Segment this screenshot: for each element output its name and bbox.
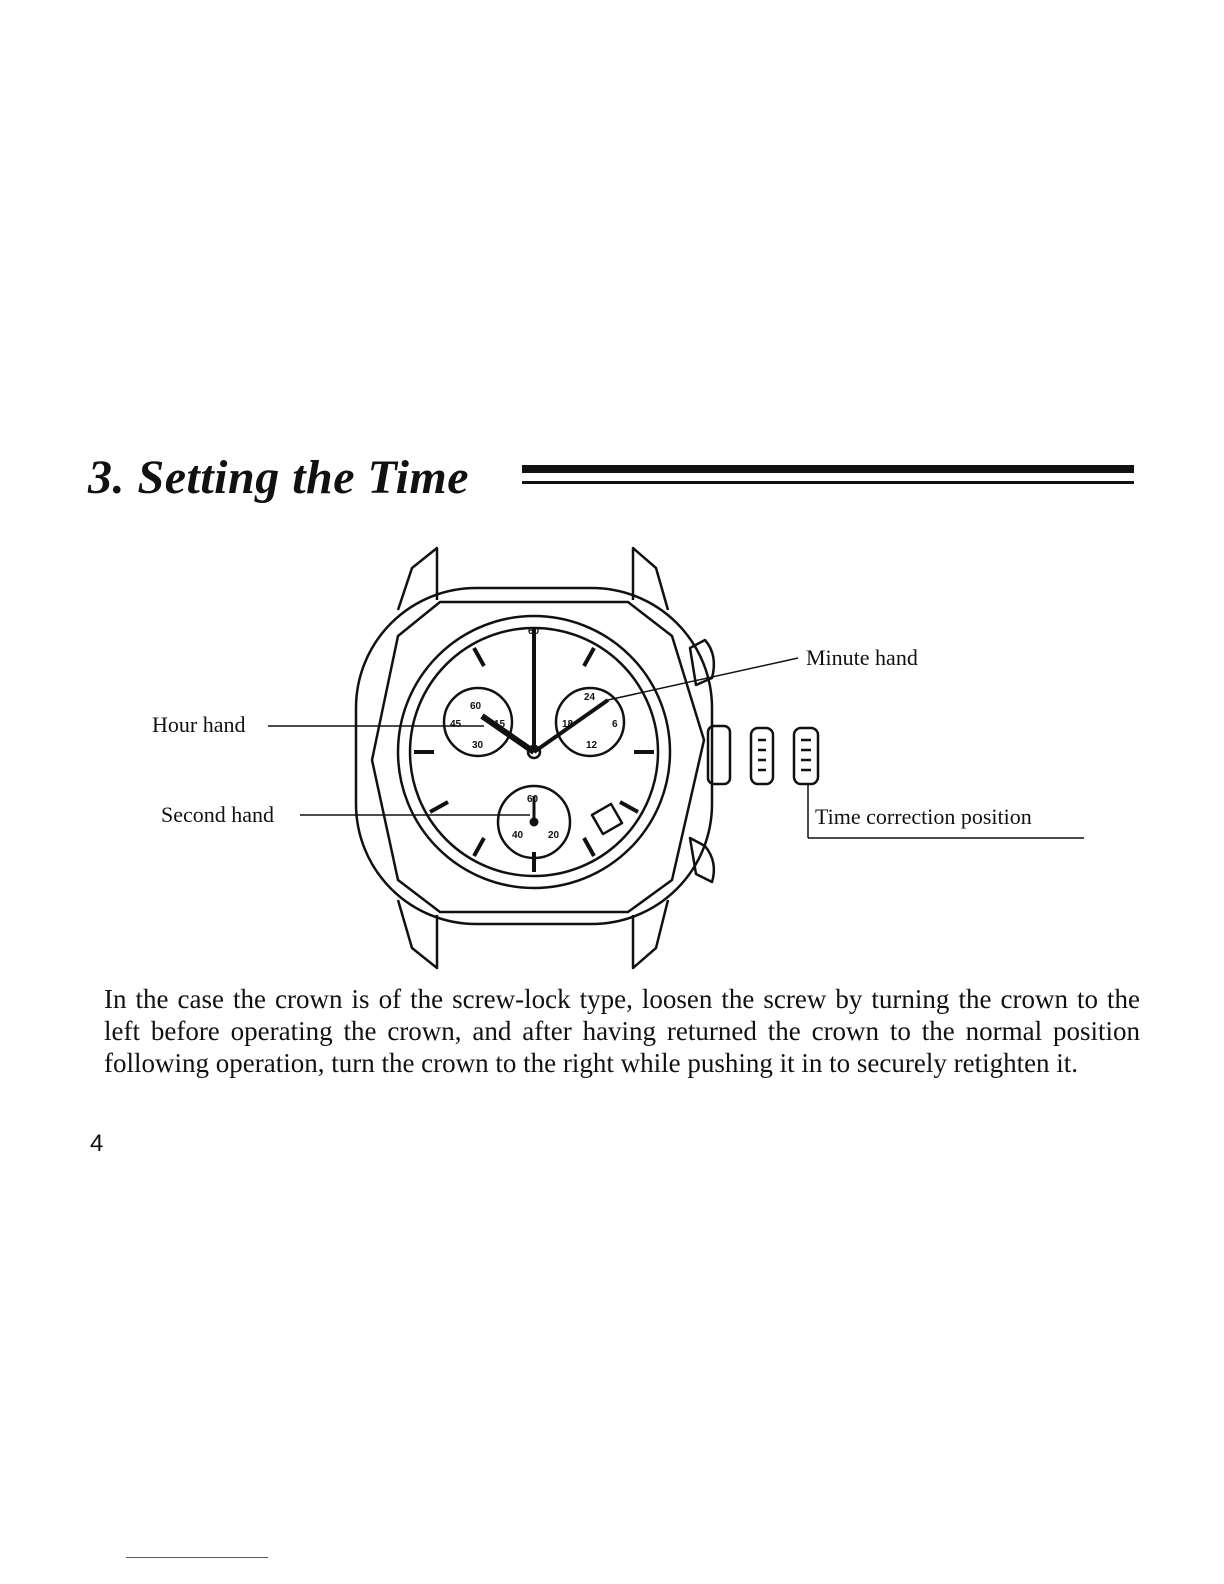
subdial-left-num: 45 [450,719,462,730]
subdial-right-num: 18 [562,719,574,730]
instruction-paragraph: In the case the crown is of the screw-lock type, loosen the screw by turning the crown to the left before operating the crown, and after having returned the crown to the normal position following operation, turn the crown to the right while pushing it in to securely retighten it. [104,984,1140,1078]
date-window [592,804,622,834]
watch-figure [0,530,1224,980]
title-rule-thin [522,481,1134,484]
hour-hand [482,716,534,752]
crown-position-1 [751,728,773,784]
subdial-left-num: 30 [472,740,484,751]
lug-top-right [633,548,668,610]
pusher-bottom [690,838,714,882]
subdial-left-num: 60 [470,701,482,712]
crown-position-2 [794,728,818,784]
hour-hand-label: Hour hand [152,712,246,737]
subdial-bottom-num: 40 [512,830,524,841]
lug-top-left [398,548,437,610]
subdial-right-num: 24 [584,692,596,703]
subdial-bottom-num: 60 [527,794,539,805]
bezel-num: 60 [528,626,540,637]
footer-rule [126,1557,268,1558]
page-number: 4 [90,1130,104,1157]
subdial-bottom-num: 20 [548,830,560,841]
time-correction-label: Time correction position [815,804,1032,829]
second-hand-label: Second hand [161,802,275,827]
title-rule [522,465,1134,473]
minute-hand-label: Minute hand [806,645,918,670]
page-title: 3. Setting the Time [88,451,470,504]
watch-illustration [0,530,1224,980]
subdial-left-num: 15 [494,719,506,730]
subdial-right-num: 6 [612,719,618,730]
subdial-right-num: 12 [586,740,598,751]
